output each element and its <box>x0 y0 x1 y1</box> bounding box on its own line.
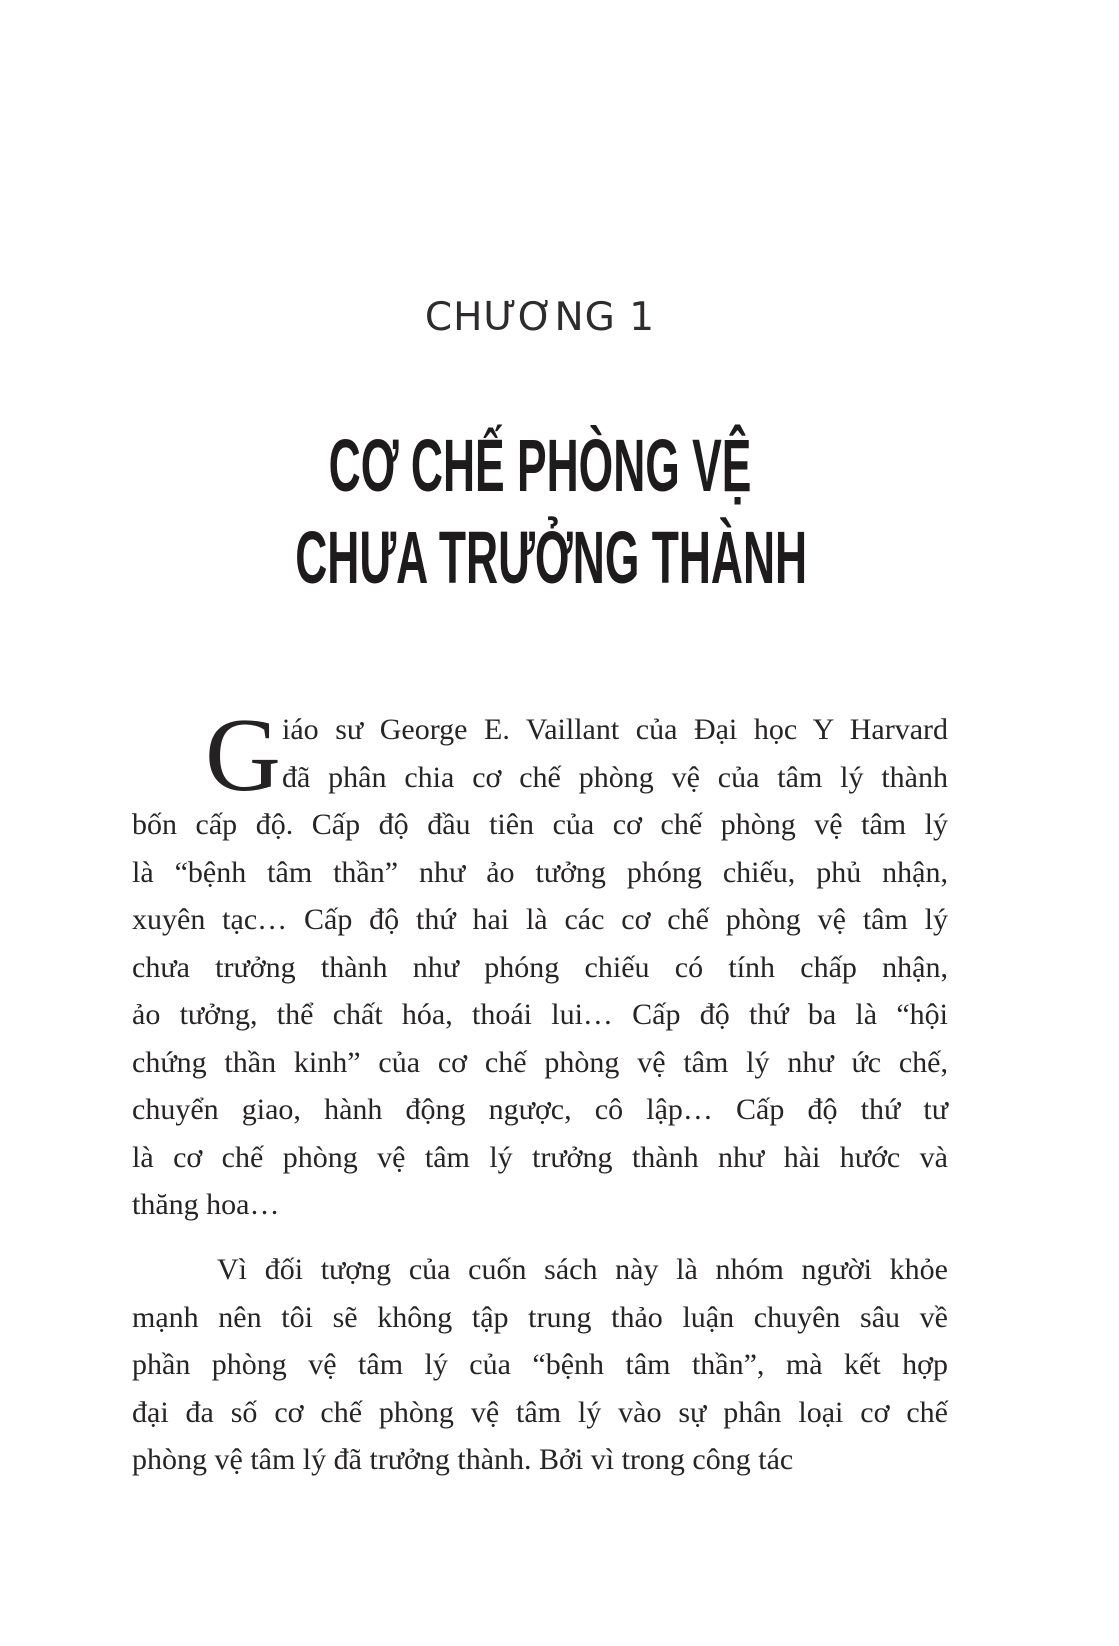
text-line: chuyển giao, hành động ngược, cô lập… Cấp độ thứ tư <box>132 1093 948 1126</box>
text-line: iáo sư George E. Vaillant của Đại học Y Harvard <box>282 713 948 746</box>
text-line: xuyên tạc… Cấp độ thứ hai là các cơ chế phòng vệ tâm lý <box>132 903 948 936</box>
title-line: CHƯA TRƯỞNG THÀNH <box>295 516 808 599</box>
paragraph-1 <box>132 706 948 1229</box>
text-line: thăng hoa… <box>132 1188 280 1221</box>
text-line: chưa trưởng thành như phóng chiếu có tính chấp nhận, <box>132 950 948 984</box>
chapter-label: CHƯƠNG 1 <box>424 295 656 340</box>
text-line: đại đa số cơ chế phòng vệ tâm lý vào sự phân loại cơ chế <box>132 1395 948 1429</box>
text-line: phần phòng vệ tâm lý của “bệnh tâm thần”, mà kết hợp <box>132 1348 948 1381</box>
drop-cap: G <box>205 696 281 813</box>
text-line: là cơ chế phòng vệ tâm lý trưởng thành như hài hước và <box>132 1140 948 1174</box>
text-line: chứng thần kinh” của cơ chế phòng vệ tâm lý như ức chế, <box>132 1045 948 1079</box>
title-line: CƠ CHẾ PHÒNG VỆ <box>328 424 752 507</box>
chapter-title <box>132 420 948 604</box>
paragraph-2 <box>132 1246 948 1484</box>
text-line: bốn cấp độ. Cấp độ đầu tiên của cơ chế phòng vệ tâm lý <box>132 808 948 841</box>
text-line: đã phân chia cơ chế phòng vệ của tâm lý thành <box>282 760 948 794</box>
text-line: Vì đối tượng của cuốn sách này là nhóm người khỏe <box>217 1253 948 1286</box>
text-line: là “bệnh tâm thần” như ảo tưởng phóng chiếu, phủ nhận, <box>132 855 948 889</box>
text-line: phòng vệ tâm lý đã trưởng thành. Bởi vì trong công tác <box>132 1443 794 1476</box>
text-line: ảo tưởng, thể chất hóa, thoái lui… Cấp độ thứ ba là “hội <box>132 998 948 1031</box>
text-line: mạnh nên tôi sẽ không tập trung thảo luận chuyên sâu về <box>132 1300 948 1334</box>
